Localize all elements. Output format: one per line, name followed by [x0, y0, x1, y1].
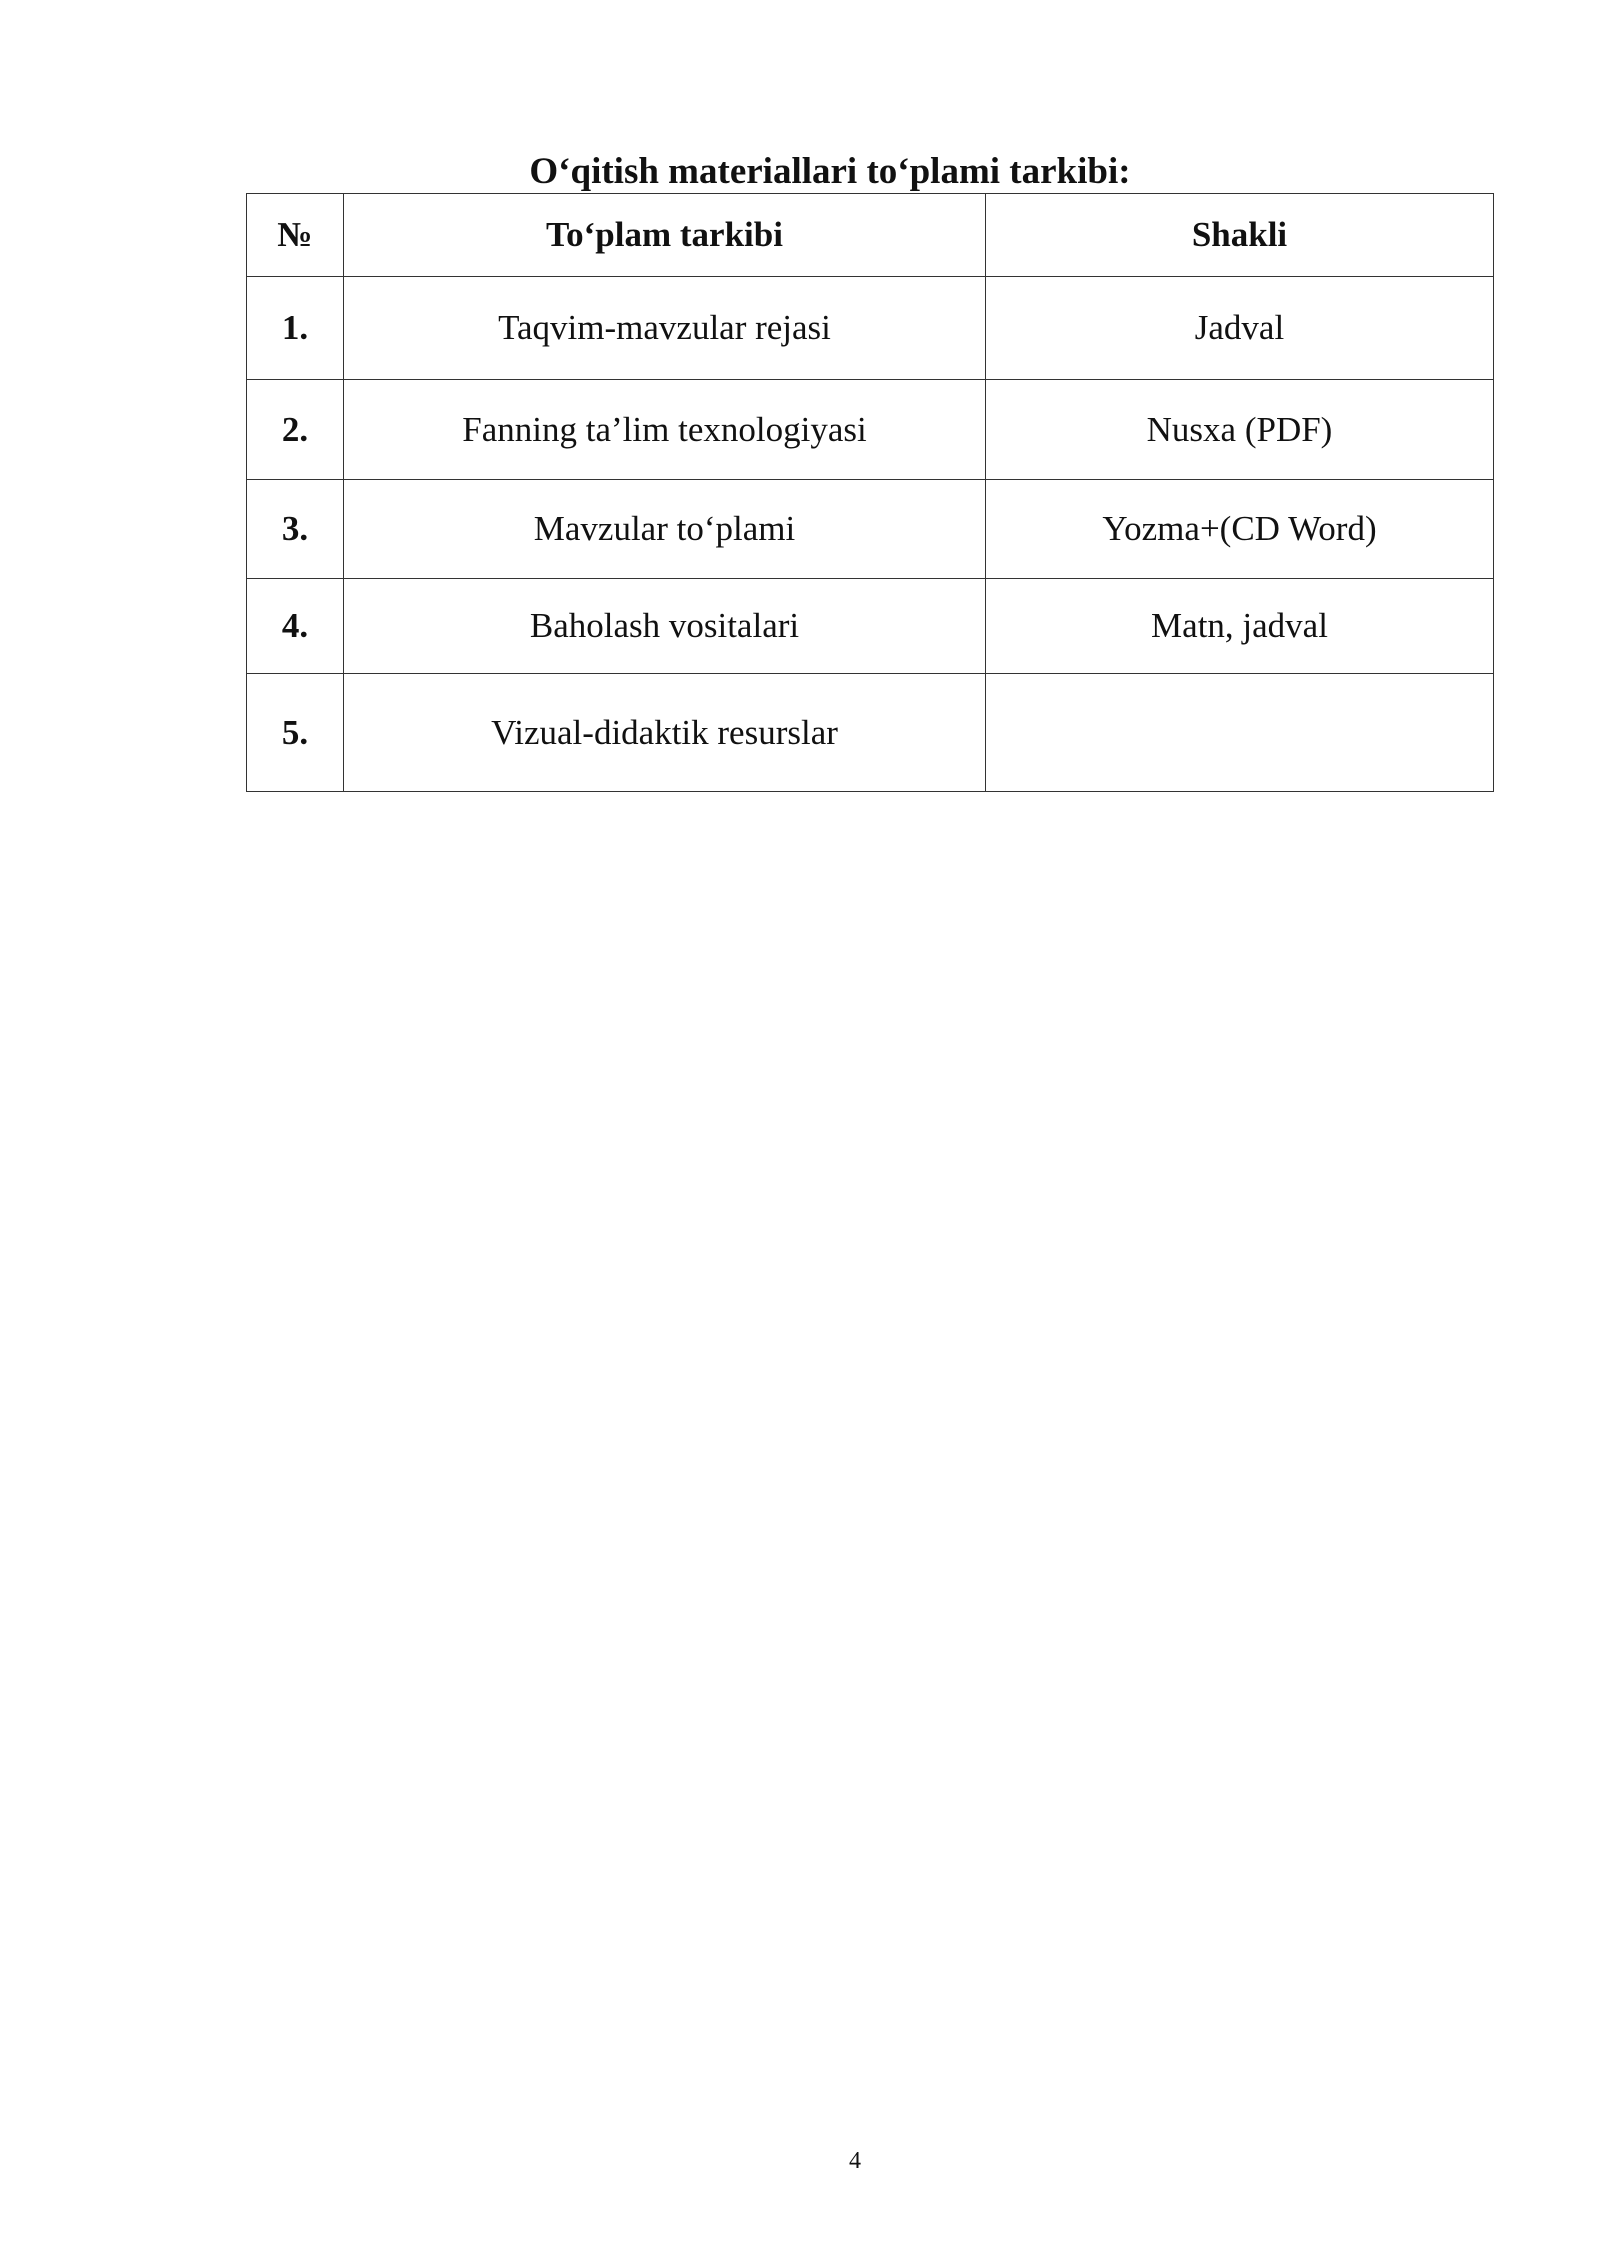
document-title: O‘qitish materiallari to‘plami tarkibi:	[529, 151, 1131, 192]
materials-table	[246, 193, 1494, 792]
table-row	[247, 480, 1494, 579]
header-number: №	[247, 194, 344, 277]
row-contents: Fanning ta’lim texnologiyasi	[344, 380, 986, 480]
row-form: Nusxa (PDF)	[986, 380, 1494, 480]
row-form: Jadval	[986, 277, 1494, 380]
page-number: 4	[849, 2148, 861, 2174]
header-contents: To‘plam tarkibi	[344, 194, 986, 277]
row-contents: Mavzular to‘plami	[344, 480, 986, 579]
row-number: 3.	[247, 480, 344, 579]
row-form: Yozma+(CD Word)	[986, 480, 1494, 579]
row-number: 2.	[247, 380, 344, 480]
row-form: Matn, jadval	[986, 579, 1494, 674]
row-number: 4.	[247, 579, 344, 674]
row-form	[986, 674, 1494, 792]
table-row	[247, 380, 1494, 480]
table-header-row	[247, 194, 1494, 277]
table-row	[247, 277, 1494, 380]
table-row	[247, 674, 1494, 792]
row-contents: Taqvim-mavzular rejasi	[344, 277, 986, 380]
row-number: 1.	[247, 277, 344, 380]
header-form: Shakli	[986, 194, 1494, 277]
row-contents: Baholash vositalari	[344, 579, 986, 674]
row-number: 5.	[247, 674, 344, 792]
table-row	[247, 579, 1494, 674]
row-contents: Vizual-didaktik resurslar	[344, 674, 986, 792]
